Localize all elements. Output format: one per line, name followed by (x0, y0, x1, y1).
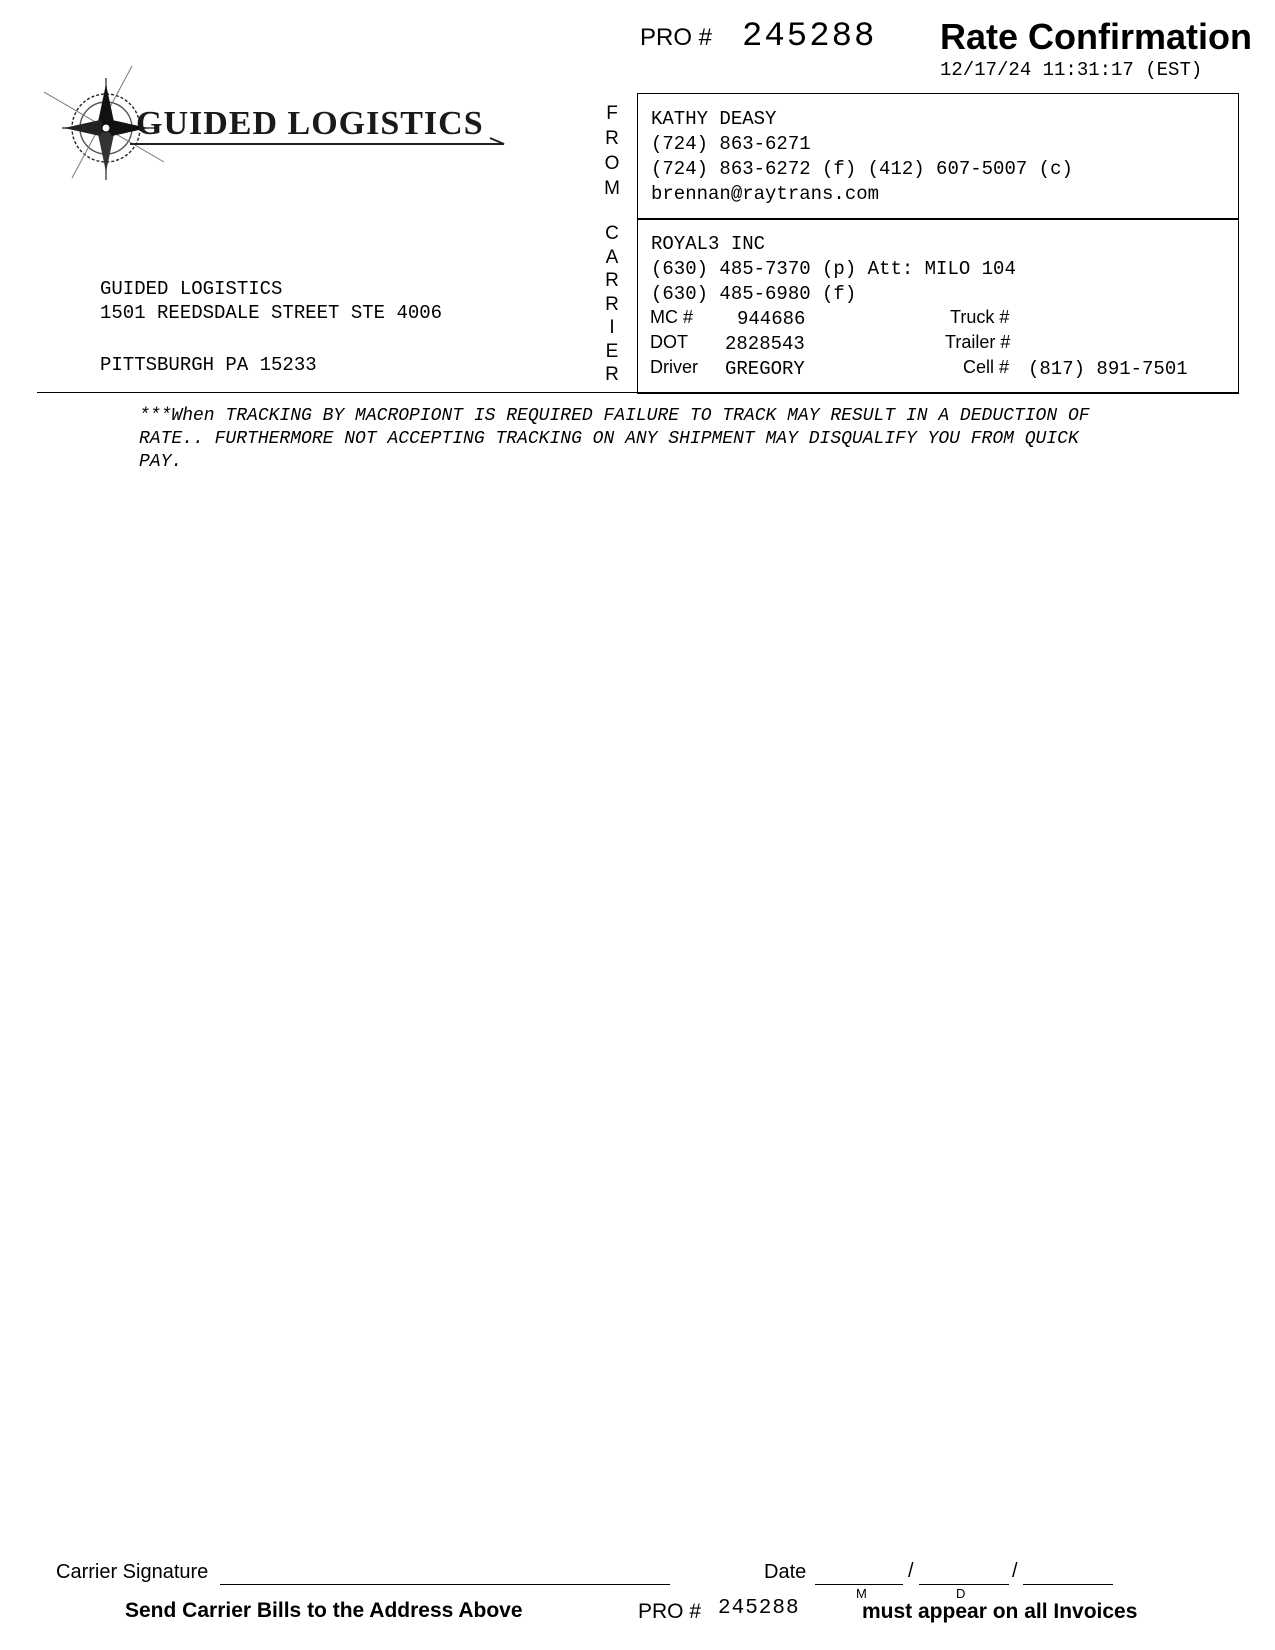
broker-street: 1501 REEDSDALE STREET STE 4006 (100, 302, 443, 324)
date-month-line[interactable] (815, 1584, 903, 1585)
date-year-line[interactable] (1023, 1584, 1113, 1585)
carrier-fax: (630) 485-6980 (f) (651, 283, 857, 305)
broker-name: GUIDED LOGISTICS (100, 278, 283, 300)
month-label: M (856, 1586, 867, 1601)
date-slash-1: / (908, 1560, 914, 1582)
trailer-label: Trailer # (945, 332, 1011, 352)
header-divider (37, 392, 1239, 393)
dot-label: DOT (650, 332, 688, 352)
document-datetime: 12/17/24 11:31:17 (EST) (940, 59, 1203, 81)
from-fax-cell: (724) 863-6272 (f) (412) 607-5007 (c) (651, 158, 1073, 180)
invoice-requirement-note: must appear on all Invoices (862, 1600, 1138, 1623)
cell-value: (817) 891-7501 (1028, 358, 1188, 380)
carrier-vertical-label: C A R R I E R (605, 223, 619, 385)
mc-value: 944686 (737, 308, 806, 330)
footer-pro-label: PRO # (638, 1600, 702, 1623)
company-logo (44, 62, 514, 190)
from-phone: (724) 863-6271 (651, 133, 811, 155)
carrier-name: ROYAL3 INC (651, 233, 766, 255)
broker-city-state-zip: PITTSBURGH PA 15233 (100, 354, 317, 376)
carrier-phone: (630) 485-7370 (p) Att: MILO 104 (651, 258, 1016, 280)
from-email: brennan@raytrans.com (651, 183, 880, 205)
cell-label: Cell # (963, 357, 1010, 377)
carrier-signature-label: Carrier Signature (56, 1561, 209, 1583)
mc-label: MC # (650, 307, 694, 327)
pro-number: 245288 (742, 18, 877, 56)
driver-label: Driver (650, 357, 698, 377)
tracking-notice: ***When TRACKING BY MACROPIONT IS REQUIRED FAILURE TO TRACK MAY RESULT IN A DEDUCTION OF RATE.. FURTHERMORE NOT ACCEPTING TRACKING ON ANY SHIPMENT MAY DISQUALIFY YOU FROM QUICK PAY. (139, 406, 1090, 472)
date-label: Date (764, 1561, 807, 1583)
date-slash-2: / (1012, 1560, 1018, 1582)
send-bills-note: Send Carrier Bills to the Address Above (125, 1599, 523, 1622)
pro-label: PRO # (640, 24, 713, 51)
compass-rose-icon (44, 62, 514, 190)
driver-value: GREGORY (725, 358, 805, 380)
truck-label: Truck # (950, 307, 1010, 327)
document-title: Rate Confirmation (940, 16, 1253, 57)
footer-pro-number: 245288 (718, 1597, 800, 1620)
logo-wordmark: GUIDED LOGISTICS (136, 105, 484, 142)
from-vertical-label: F R O M (604, 103, 620, 199)
from-contact: KATHY DEASY (651, 108, 777, 130)
dot-value: 2828543 (725, 333, 805, 355)
date-day-line[interactable] (919, 1584, 1009, 1585)
carrier-signature-line[interactable] (220, 1584, 670, 1585)
day-label: D (956, 1586, 966, 1601)
